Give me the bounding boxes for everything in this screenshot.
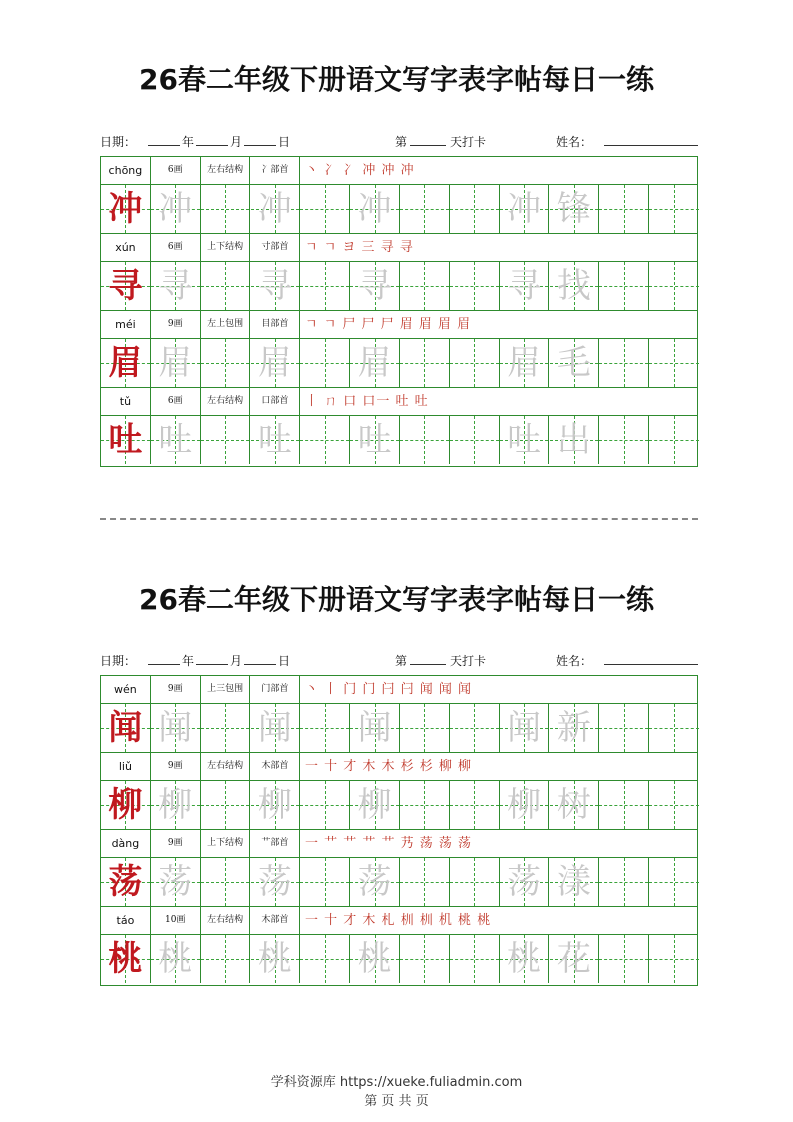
- radical-label: 木部首: [251, 753, 301, 780]
- trace-character: 眉: [257, 343, 292, 383]
- writing-row: [101, 185, 697, 234]
- trace-character: 桃: [507, 939, 542, 979]
- practice-grid: [100, 156, 698, 467]
- trace-character: 柳: [158, 785, 193, 825]
- writing-cell[interactable]: [400, 935, 450, 983]
- fill-blank[interactable]: [604, 652, 698, 665]
- pinyin-label: dàng: [101, 830, 151, 857]
- writing-cell[interactable]: [500, 262, 550, 310]
- writing-cell[interactable]: [151, 339, 201, 387]
- trace-character: 荡: [357, 862, 392, 902]
- writing-cell[interactable]: [350, 416, 400, 464]
- writing-cell[interactable]: [450, 781, 500, 829]
- year-label: 年: [182, 135, 195, 149]
- writing-cell[interactable]: [350, 781, 400, 829]
- model-character: 荡: [108, 862, 143, 902]
- char-info-row: [101, 907, 697, 935]
- writing-cell[interactable]: [101, 262, 151, 310]
- trace-character: 吐: [158, 420, 193, 460]
- footer-page: 第 页 共 页: [364, 1094, 429, 1109]
- writing-cell[interactable]: [251, 339, 301, 387]
- radical-label: 门部首: [251, 676, 301, 703]
- writing-row: [101, 858, 697, 907]
- model-character: 柳: [108, 785, 143, 825]
- trace-character: 寻: [158, 266, 193, 306]
- writing-cell[interactable]: [201, 416, 251, 464]
- date-label: 日期：: [100, 135, 137, 149]
- writing-cell[interactable]: [201, 704, 251, 752]
- trace-character: 眉: [357, 343, 392, 383]
- writing-cell[interactable]: [101, 858, 151, 906]
- writing-cell[interactable]: [649, 185, 699, 233]
- writing-cell[interactable]: [450, 704, 500, 752]
- writing-cell[interactable]: [550, 781, 600, 829]
- stroke-order: 一 十 才 木 木 杉 杉 柳 柳: [305, 759, 473, 774]
- trace-character: 闻: [357, 708, 392, 748]
- stroke-count-label: 6画: [151, 388, 201, 415]
- writing-cell[interactable]: [550, 858, 600, 906]
- writing-cell[interactable]: [550, 416, 600, 464]
- writing-cell[interactable]: [550, 185, 600, 233]
- sheet-title: 26春二年级下册语文写字表字帖每日一练: [139, 63, 654, 96]
- trace-character: 吐: [357, 420, 392, 460]
- structure-label: 上三包围: [201, 676, 251, 703]
- model-character: 闻: [108, 708, 143, 748]
- writing-cell[interactable]: [350, 339, 400, 387]
- writing-cell[interactable]: [300, 339, 350, 387]
- writing-row: [101, 704, 697, 753]
- writing-cell[interactable]: [500, 416, 550, 464]
- writing-cell[interactable]: [599, 935, 649, 983]
- writing-cell[interactable]: [251, 704, 301, 752]
- stroke-order: 丶 丨 门 门 闩 闩 闻 闻 闻: [305, 682, 473, 697]
- writing-cell[interactable]: [500, 858, 550, 906]
- fill-blank[interactable]: [148, 652, 180, 665]
- writing-cell[interactable]: [101, 935, 151, 983]
- writing-cell[interactable]: [300, 185, 350, 233]
- trace-character: 闻: [158, 708, 193, 748]
- radical-label: 口部首: [251, 388, 301, 415]
- pinyin-label: tǔ: [101, 388, 151, 415]
- writing-cell[interactable]: [649, 935, 699, 983]
- writing-cell[interactable]: [599, 185, 649, 233]
- model-character: 冲: [108, 189, 143, 229]
- writing-cell[interactable]: [251, 262, 301, 310]
- writing-cell[interactable]: [350, 935, 400, 983]
- pinyin-label: liǔ: [101, 753, 151, 780]
- word-character: 新: [556, 708, 591, 748]
- writing-cell[interactable]: [550, 262, 600, 310]
- trace-character: 冲: [507, 189, 542, 229]
- fill-blank[interactable]: [410, 133, 446, 146]
- fill-blank[interactable]: [244, 133, 276, 146]
- writing-cell[interactable]: [649, 781, 699, 829]
- radical-label: 木部首: [251, 907, 301, 934]
- structure-label: 左右结构: [201, 157, 251, 184]
- sheet-title: 26春二年级下册语文写字表字帖每日一练: [139, 583, 654, 616]
- writing-cell[interactable]: [300, 704, 350, 752]
- pinyin-label: xún: [101, 234, 151, 261]
- seq-suffix: 天打卡: [450, 654, 487, 668]
- writing-cell[interactable]: [251, 935, 301, 983]
- writing-cell[interactable]: [500, 339, 550, 387]
- stroke-count-label: 6画: [151, 234, 201, 261]
- sheet-meta: [100, 652, 700, 670]
- writing-cell[interactable]: [599, 416, 649, 464]
- footer-source: 学科资源库 https://xueke.fuliadmin.com: [270, 1075, 523, 1090]
- writing-cell[interactable]: [101, 416, 151, 464]
- writing-cell[interactable]: [101, 185, 151, 233]
- day-label: 日: [278, 135, 291, 149]
- stroke-count-label: 10画: [151, 907, 201, 934]
- writing-cell[interactable]: [500, 781, 550, 829]
- writing-cell[interactable]: [400, 781, 450, 829]
- writing-cell[interactable]: [201, 262, 251, 310]
- word-character: 出: [556, 420, 591, 460]
- stroke-count-label: 9画: [151, 311, 201, 338]
- stroke-order: ㄱ ㄱ ヨ 三 寻 寻: [305, 240, 414, 255]
- stroke-order: 一 艹 艹 艹 艹 艿 荡 荡 荡: [305, 836, 473, 851]
- writing-cell[interactable]: [151, 935, 201, 983]
- seq-label: 第: [395, 135, 408, 149]
- writing-cell[interactable]: [400, 185, 450, 233]
- model-character: 寻: [108, 266, 143, 306]
- fill-blank[interactable]: [148, 133, 180, 146]
- writing-cell[interactable]: [550, 339, 600, 387]
- practice-grid: [100, 675, 698, 986]
- trace-character: 闻: [257, 708, 292, 748]
- writing-cell[interactable]: [450, 935, 500, 983]
- writing-cell[interactable]: [350, 858, 400, 906]
- fill-blank[interactable]: [196, 652, 228, 665]
- writing-cell[interactable]: [500, 935, 550, 983]
- word-character: 找: [556, 266, 591, 306]
- stroke-count-label: 9画: [151, 753, 201, 780]
- writing-cell[interactable]: [649, 339, 699, 387]
- char-info-row: [101, 676, 697, 704]
- stroke-count-label: 9画: [151, 830, 201, 857]
- writing-cell[interactable]: [400, 262, 450, 310]
- pinyin-label: méi: [101, 311, 151, 338]
- writing-cell[interactable]: [350, 262, 400, 310]
- writing-cell[interactable]: [450, 416, 500, 464]
- radical-label: 艹部首: [251, 830, 301, 857]
- word-character: 花: [556, 939, 591, 979]
- radical-label: 寸部首: [251, 234, 301, 261]
- writing-cell[interactable]: [151, 262, 201, 310]
- trace-character: 寻: [507, 266, 542, 306]
- writing-row: [101, 416, 697, 465]
- model-character: 桃: [108, 939, 143, 979]
- writing-cell[interactable]: [151, 781, 201, 829]
- trace-character: 柳: [507, 785, 542, 825]
- writing-cell[interactable]: [500, 704, 550, 752]
- writing-cell[interactable]: [500, 185, 550, 233]
- writing-cell[interactable]: [450, 858, 500, 906]
- writing-cell[interactable]: [400, 416, 450, 464]
- writing-cell[interactable]: [450, 262, 500, 310]
- stroke-count-label: 9画: [151, 676, 201, 703]
- writing-cell[interactable]: [599, 339, 649, 387]
- writing-cell[interactable]: [251, 781, 301, 829]
- writing-cell[interactable]: [550, 935, 600, 983]
- trace-character: 桃: [158, 939, 193, 979]
- writing-cell[interactable]: [101, 704, 151, 752]
- writing-cell[interactable]: [350, 185, 400, 233]
- fill-blank[interactable]: [604, 133, 698, 146]
- char-info-row: [101, 311, 697, 339]
- trace-character: 眉: [507, 343, 542, 383]
- writing-cell[interactable]: [400, 339, 450, 387]
- trace-character: 桃: [257, 939, 292, 979]
- writing-cell[interactable]: [101, 781, 151, 829]
- writing-cell[interactable]: [649, 704, 699, 752]
- date-label: 日期：: [100, 654, 137, 668]
- char-info-row: [101, 234, 697, 262]
- pinyin-label: chōng: [101, 157, 151, 184]
- writing-cell[interactable]: [599, 781, 649, 829]
- fill-blank[interactable]: [244, 652, 276, 665]
- structure-label: 左右结构: [201, 388, 251, 415]
- word-character: 树: [556, 785, 591, 825]
- trace-character: 荡: [158, 862, 193, 902]
- writing-row: [101, 781, 697, 830]
- writing-cell[interactable]: [101, 339, 151, 387]
- trace-character: 吐: [507, 420, 542, 460]
- writing-cell[interactable]: [201, 935, 251, 983]
- writing-cell[interactable]: [450, 339, 500, 387]
- section-divider: [100, 518, 698, 520]
- structure-label: 左上包围: [201, 311, 251, 338]
- trace-character: 吐: [257, 420, 292, 460]
- writing-cell[interactable]: [300, 262, 350, 310]
- seq-suffix: 天打卡: [450, 135, 487, 149]
- pinyin-label: táo: [101, 907, 151, 934]
- trace-character: 冲: [357, 189, 392, 229]
- month-label: 月: [230, 135, 243, 149]
- trace-character: 荡: [507, 862, 542, 902]
- word-character: 锋: [556, 189, 591, 229]
- writing-cell[interactable]: [151, 704, 201, 752]
- writing-cell[interactable]: [599, 858, 649, 906]
- structure-label: 左右结构: [201, 907, 251, 934]
- trace-character: 寻: [357, 266, 392, 306]
- writing-cell[interactable]: [251, 416, 301, 464]
- writing-cell[interactable]: [151, 416, 201, 464]
- stroke-order: 丨 ㄇ 口 口一 吐 吐: [305, 394, 429, 409]
- trace-character: 寻: [257, 266, 292, 306]
- trace-character: 柳: [357, 785, 392, 825]
- char-info-row: [101, 753, 697, 781]
- char-info-row: [101, 388, 697, 416]
- writing-cell[interactable]: [201, 858, 251, 906]
- writing-cell[interactable]: [151, 185, 201, 233]
- writing-cell[interactable]: [400, 858, 450, 906]
- writing-cell[interactable]: [400, 704, 450, 752]
- pinyin-label: wén: [101, 676, 151, 703]
- writing-row: [101, 935, 697, 984]
- stroke-order: 丶 冫 冫 冲 冲 冲: [305, 163, 415, 178]
- writing-cell[interactable]: [649, 262, 699, 310]
- stroke-order: ㄱ ㄱ 尸 尸 尸 眉 眉 眉 眉: [305, 317, 472, 332]
- writing-cell[interactable]: [300, 935, 350, 983]
- writing-cell[interactable]: [201, 185, 251, 233]
- trace-character: 闻: [507, 708, 542, 748]
- writing-cell[interactable]: [450, 185, 500, 233]
- writing-cell[interactable]: [350, 704, 400, 752]
- day-label: 日: [278, 654, 291, 668]
- writing-cell[interactable]: [599, 704, 649, 752]
- radical-label: 冫部首: [251, 157, 301, 184]
- sheet-meta: [100, 133, 700, 151]
- model-character: 吐: [108, 420, 143, 460]
- stroke-order: 一 十 才 木 札 杊 杊 机 桃 桃: [305, 913, 492, 928]
- writing-cell[interactable]: [300, 781, 350, 829]
- writing-cell[interactable]: [550, 704, 600, 752]
- trace-character: 冲: [158, 189, 193, 229]
- trace-character: 荡: [257, 862, 292, 902]
- stroke-count-label: 6画: [151, 157, 201, 184]
- word-character: 毛: [556, 343, 591, 383]
- writing-cell[interactable]: [300, 416, 350, 464]
- trace-character: 眉: [158, 343, 193, 383]
- structure-label: 上下结构: [201, 234, 251, 261]
- fill-blank[interactable]: [196, 133, 228, 146]
- model-character: 眉: [108, 343, 143, 383]
- writing-cell[interactable]: [151, 858, 201, 906]
- writing-cell[interactable]: [251, 185, 301, 233]
- name-label: 姓名：: [556, 654, 593, 668]
- trace-character: 柳: [257, 785, 292, 825]
- seq-label: 第: [395, 654, 408, 668]
- trace-character: 桃: [357, 939, 392, 979]
- writing-cell[interactable]: [201, 781, 251, 829]
- structure-label: 上下结构: [201, 830, 251, 857]
- writing-cell[interactable]: [201, 339, 251, 387]
- writing-row: [101, 339, 697, 388]
- word-character: 漾: [556, 862, 591, 902]
- writing-cell[interactable]: [649, 858, 699, 906]
- year-label: 年: [182, 654, 195, 668]
- radical-label: 目部首: [251, 311, 301, 338]
- writing-cell[interactable]: [251, 858, 301, 906]
- writing-cell[interactable]: [649, 416, 699, 464]
- char-info-row: [101, 830, 697, 858]
- structure-label: 左右结构: [201, 753, 251, 780]
- month-label: 月: [230, 654, 243, 668]
- char-info-row: [101, 157, 697, 185]
- writing-cell[interactable]: [300, 858, 350, 906]
- trace-character: 冲: [257, 189, 292, 229]
- writing-cell[interactable]: [599, 262, 649, 310]
- name-label: 姓名：: [556, 135, 593, 149]
- writing-row: [101, 262, 697, 311]
- fill-blank[interactable]: [410, 652, 446, 665]
